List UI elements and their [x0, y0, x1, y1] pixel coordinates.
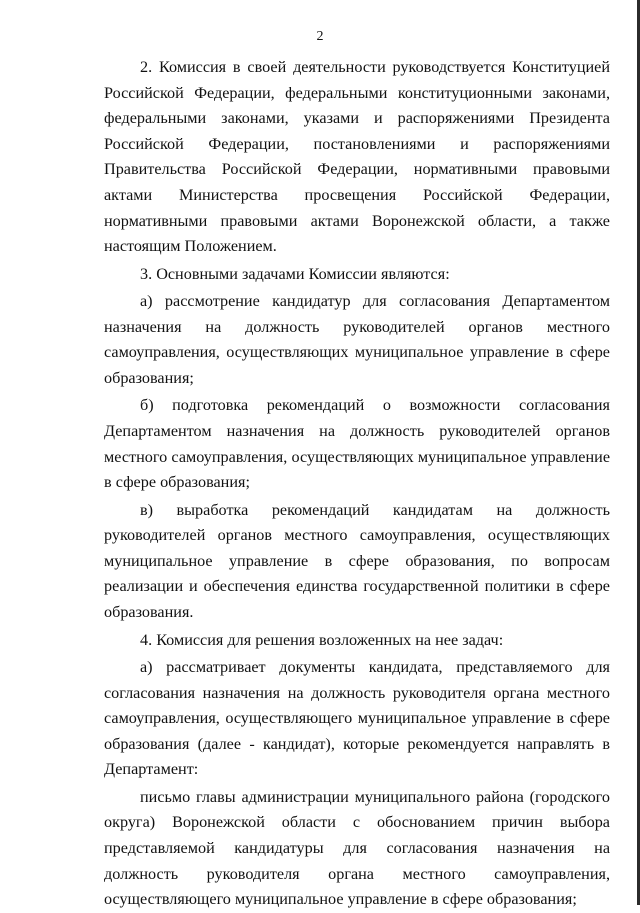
- paragraph-main-tasks-heading: 3. Основными задачами Комиссии являются:: [140, 264, 450, 283]
- page-number: 2: [316, 29, 324, 44]
- paragraph-task-a: а) рассмотрение кандидатур для согласования Департаментом назначения на должность руководителей органов местного самоуправления, осуществляющих муниципальное управление в сфере образования;: [104, 292, 610, 387]
- paragraph-commission-guidance: 2. Комиссия в своей деятельности руководствуется Конституцией Российской Федерации, федеральными конституционными законами, федеральными законами, указами и распоряжениями Президента Российской Федерации, постановлениями и распоряжениями Правительства Российской Федерации, нормативными правовыми актами Министерства просвещения Российской Федерации, нормативными правовыми актами Воронежской области, а также настоящим Положением.: [104, 58, 610, 256]
- paragraph-task-b: б) подготовка рекомендаций о возможности согласования Департаментом назначения на должность руководителей органов местного самоуправления, осуществляющих муниципальное управление в сфере образования;: [104, 396, 610, 492]
- paragraph-function-a: а) рассматривает документы кандидата, представляемого для согласования назначения на должность руководителя органа местного самоуправления, осуществляющего муниципальное управление в сфере образования (далее - кандидат), которые рекомендуется направлять в Департамент:: [104, 658, 610, 779]
- paragraph-letter-requirement: письмо главы администрации муниципального района (городского округа) Воронежской области с обоснованием причин выбора представляемой кандидатуры для согласования назначения на должность руководителя органа местного самоуправления, осуществляющего муниципальное управление в сфере образования;: [104, 787, 610, 909]
- paragraph-task-c: в) выработка рекомендаций кандидатам на должность руководителей органов местного самоуправления, осуществляющих муниципальное управление в сфере образования, по вопросам реализации и обеспечения единства государственной политики в сфере образования.: [104, 500, 610, 622]
- paragraph-commission-functions-heading: 4. Комиссия для решения возложенных на нее задач:: [140, 630, 504, 649]
- document-body: [104, 55, 610, 913]
